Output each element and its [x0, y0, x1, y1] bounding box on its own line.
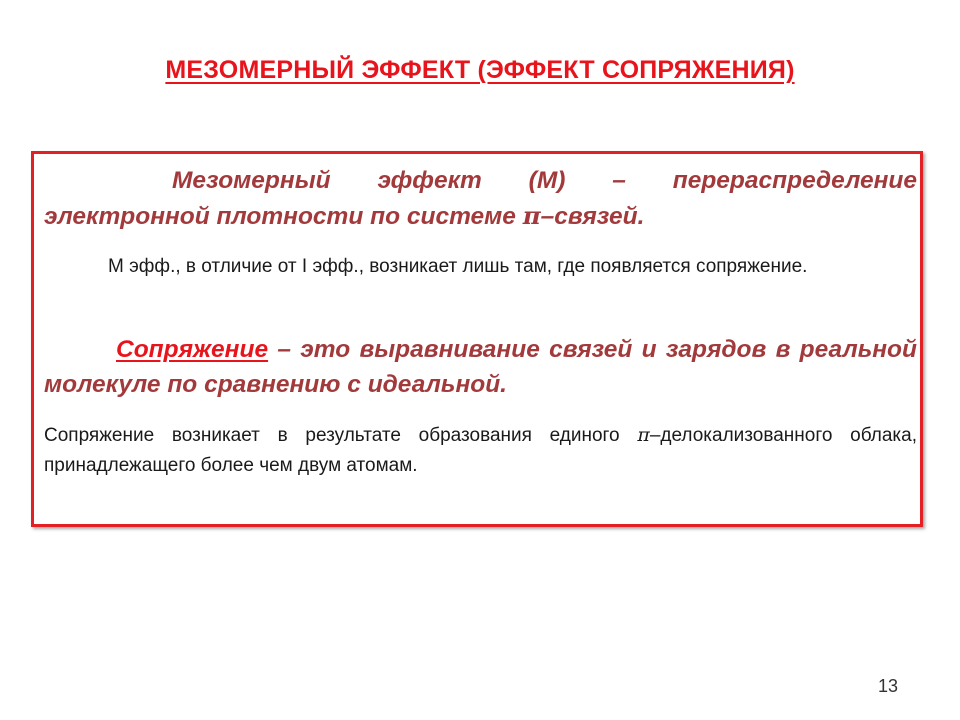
pi-symbol: π [522, 201, 541, 230]
conjugation-definition-text: – это выравнивание связей и зарядов в реальной молекуле по сравнению с идеальной. [44, 336, 917, 398]
slide-title-text: МЕЗОМЕРНЫЙ ЭФФЕКТ (ЭФФЕКТ СОПРЯЖЕНИЯ) [165, 56, 795, 84]
page-number: 13 [877, 676, 899, 696]
definition-box [31, 151, 923, 527]
conjugation-definition [44, 332, 917, 402]
conjugation-explanation [44, 420, 917, 481]
conjugation-explanation-part-2: –делокализованного облака, принадлежащего более чем двум атомам. [44, 425, 917, 476]
definition-text-part-2: –связей. [540, 203, 645, 230]
slide-title [0, 56, 960, 85]
m-effect-note-text: М эфф., в отличие от I эфф., возникает лишь там, где появляется сопряжение. [108, 256, 808, 277]
m-effect-note [44, 252, 917, 282]
conjugation-explanation-part-1: Сопряжение возникает в результате образования единого [44, 425, 638, 446]
definition-text-part-1: Мезомерный эффект (М) – перераспределение электронной плотности по системе [44, 167, 917, 230]
pi-symbol: π [637, 424, 650, 446]
conjugation-term: Сопряжение [116, 336, 269, 363]
mesomeric-effect-definition [44, 163, 917, 234]
